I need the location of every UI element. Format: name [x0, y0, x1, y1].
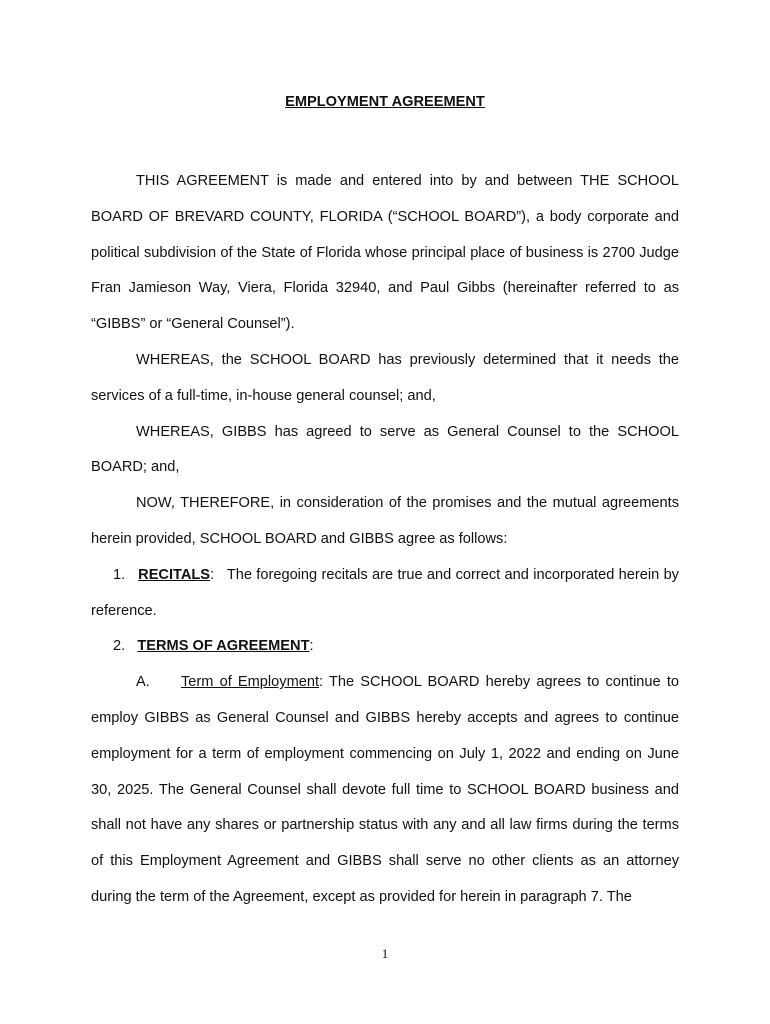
page-number: 1	[381, 946, 389, 961]
whereas-paragraph-1: WHEREAS, the SCHOOL BOARD has previously determined that it needs the services of a full-time, in-house general counsel; and,	[91, 351, 679, 404]
section-2-number: 2.	[113, 638, 126, 655]
section-1-heading: RECITALS	[138, 566, 211, 583]
section-2-heading: TERMS OF AGREEMENT	[137, 638, 310, 655]
section-2a-label: A.	[136, 674, 150, 691]
section-1-number: 1.	[113, 566, 126, 583]
section-2a-text: The SCHOOL BOARD hereby agrees to continue to employ GIBBS as General Counsel and GIBBS hereby accepts and agrees to continue employment for a term of employment commencing on July 1, 2022 and ending on June 30, 2025. The General Counsel shall devote full time to SCHOOL BOARD business and shall not have any shares or partnership status with any and all law firms during the terms of this Employment Agreement and GIBBS shall serve no other clients as an attorney during the term of the Agreement, except as provided for herein in paragraph 7. The	[91, 674, 679, 905]
now-therefore-paragraph: NOW, THEREFORE, in consideration of the promises and the mutual agreements herein provided, SCHOOL BOARD and GIBBS agree as follows:	[91, 495, 679, 547]
section-1-text: The foregoing recitals are true and correct and incorporated herein by reference.	[91, 566, 679, 619]
section-2a-heading: Term of Employment	[181, 674, 320, 691]
section-1-recitals: 1. RECITALS: The foregoing recitals are true and correct and incorporated herein by reference.	[91, 558, 679, 630]
document-body	[91, 164, 679, 916]
document-title: EMPLOYMENT AGREEMENT	[285, 94, 485, 110]
intro-paragraph: THIS AGREEMENT is made and entered into by and between THE SCHOOL BOARD OF BREVARD COUNTY, FLORIDA (“SCHOOL BOARD”), a body corporate and political subdivision of the State of Florida whose principal place of business is 2700 Judge Fran Jamieson Way, Viera, Florida 32940, and Paul Gibbs (hereinafter referred to as “GIBBS” or “General Counsel”).	[91, 173, 679, 333]
whereas-paragraph-2: WHEREAS, GIBBS has agreed to serve as General Counsel to the SCHOOL BOARD; and,	[91, 423, 679, 476]
section-2-terms: 2. TERMS OF AGREEMENT:	[91, 629, 679, 665]
section-2a-term-of-employment: A. Term of Employment: The SCHOOL BOARD hereby agrees to continue to employ GIBBS as General Counsel and GIBBS hereby accepts and agrees to continue employment for a term of employment commencing on July 1, 2022 and ending on June 30, 2025. The General Counsel shall devote full time to SCHOOL BOARD business and shall not have any shares or partnership status with any and all law firms during the terms of this Employment Agreement and GIBBS shall serve no other clients as an attorney during the term of the Agreement, except as provided for herein in paragraph 7. The	[91, 665, 679, 916]
